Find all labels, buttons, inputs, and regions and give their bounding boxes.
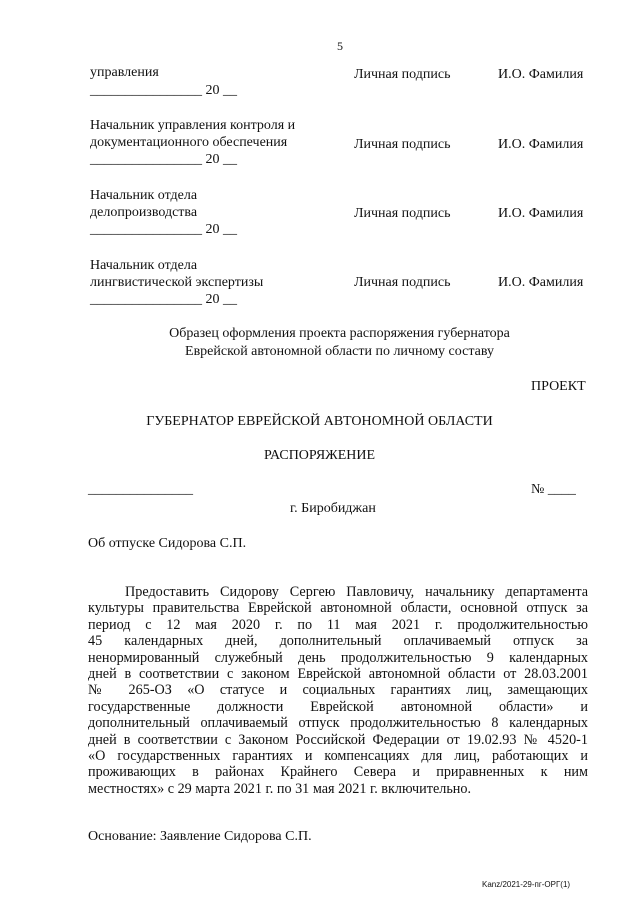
sample-caption-line-1: Образец оформления проекта распоряжения губернатора bbox=[169, 326, 510, 341]
signature-label: Личная подпись bbox=[354, 275, 451, 290]
signature-position: документационного обеспечения bbox=[90, 135, 288, 150]
date-blank: _______________ bbox=[88, 482, 193, 497]
body-line: проживающих в районах Крайнего Севера и приравненных к ним bbox=[88, 764, 588, 781]
footer-code: Kanz/2021-29-пг-ОРГ(1) bbox=[482, 880, 571, 889]
basis-note: Основание: Заявление Сидорова С.П. bbox=[88, 829, 312, 844]
signature-position: лингвистической экспертизы bbox=[90, 275, 264, 290]
authority-title: ГУБЕРНАТОР ЕВРЕЙСКОЙ АВТОНОМНОЙ ОБЛАСТИ bbox=[146, 414, 493, 429]
signatory-name: И.О. Фамилия bbox=[498, 275, 584, 290]
body-line: 45 календарных дней, дополнительный оплачиваемый отпуск за bbox=[88, 633, 588, 650]
signatory-name: И.О. Фамилия bbox=[498, 206, 584, 221]
body-line: «О государственных гарантиях и компенсациях для лиц, работающих и bbox=[88, 748, 588, 765]
signature-position: Начальник отдела bbox=[90, 258, 198, 273]
signature-date-line: ________________ 20 __ bbox=[90, 152, 237, 167]
page-number: 5 bbox=[337, 39, 343, 53]
signature-date-line: ________________ 20 __ bbox=[90, 83, 237, 98]
signature-position: Начальник отдела bbox=[90, 188, 198, 203]
body-line: дней в соответствии с законом Еврейской автономной области от 28.03.2001 bbox=[88, 666, 588, 683]
signature-position: Начальник управления контроля и bbox=[90, 118, 296, 133]
document-number: № ____ bbox=[531, 482, 576, 497]
signature-label: Личная подпись bbox=[354, 137, 451, 152]
body-line: культуры правительства Еврейской автономной области, основной отпуск за bbox=[88, 600, 588, 617]
body-line: государственные должности Еврейской автономной области» и bbox=[88, 698, 588, 715]
signature-date-line: ________________ 20 __ bbox=[90, 292, 237, 307]
project-label: ПРОЕКТ bbox=[531, 379, 586, 394]
signature-label: Личная подпись bbox=[354, 206, 451, 221]
document-subject: Об отпуске Сидорова С.П. bbox=[88, 536, 247, 551]
signature-position: делопроизводства bbox=[90, 205, 198, 220]
signatory-name: И.О. Фамилия bbox=[498, 67, 584, 82]
body-line: период с 12 мая 2020 г. по 11 мая 2021 г. продолжительностью bbox=[88, 616, 588, 633]
body-line: местностях» с 29 марта 2021 г. по 31 мая 2021 г. включительно. bbox=[88, 780, 472, 797]
signature-label: Личная подпись bbox=[354, 67, 451, 82]
signature-date-line: ________________ 20 __ bbox=[90, 222, 237, 237]
body-line: ненормированный служебный день продолжительностью 9 календарных bbox=[88, 649, 588, 666]
document-type: РАСПОРЯЖЕНИЕ bbox=[263, 448, 376, 463]
body-line: № 265-ОЗ «О статусе и социальных гарантиях лиц, замещающих bbox=[88, 682, 588, 699]
body-line: дополнительный оплачиваемый отпуск продолжительностью 8 календарных bbox=[88, 715, 588, 732]
signatory-name: И.О. Фамилия bbox=[498, 137, 584, 152]
body-line: дней в соответствии с Законом Российской Федерации от 19.02.93 № 4520-1 bbox=[88, 731, 588, 748]
body-line: Предоставить Сидорову Сергею Павловичу, начальнику департамента bbox=[125, 584, 588, 600]
signature-position: управления bbox=[90, 65, 159, 80]
city: г. Биробиджан bbox=[290, 501, 376, 516]
body-paragraph bbox=[88, 584, 588, 797]
sample-caption-line-2: Еврейской автономной области по личному составу bbox=[185, 344, 494, 359]
